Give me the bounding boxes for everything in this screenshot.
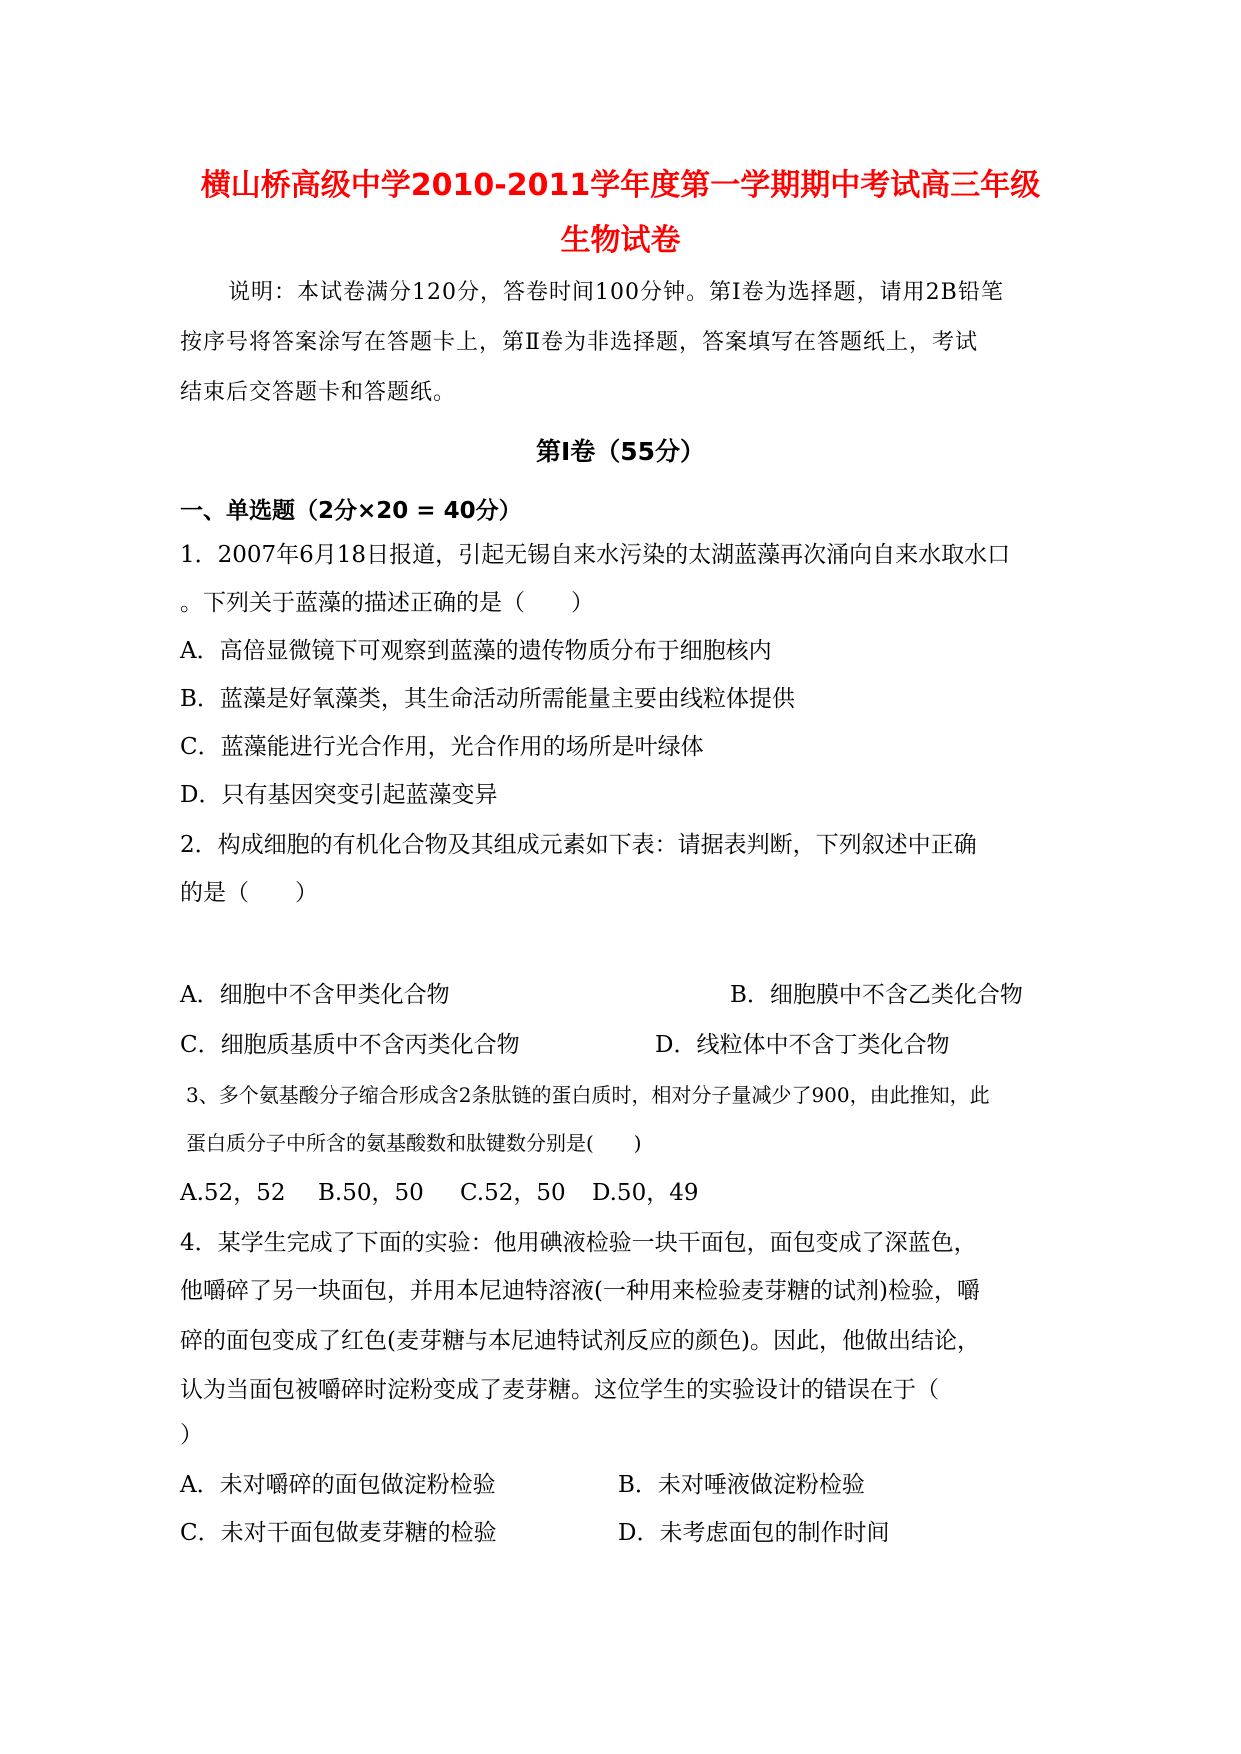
question-3-stem-line-1: 3、多个氨基酸分子缩合形成含2条肽链的蛋白质时，相对分子量减少了900，由此推知，此 bbox=[186, 1083, 990, 1107]
question-3-option-c: C.52，50 bbox=[460, 1180, 566, 1206]
question-4-stem-line-2: 他嚼碎了另一块面包，并用本尼迪特溶液(一种用来检验麦芽糖的试剂)检验，嚼 bbox=[180, 1278, 980, 1304]
question-4-option-a: A．未对嚼碎的面包做淀粉检验 bbox=[180, 1472, 496, 1498]
question-3-option-a: A.52，52 bbox=[180, 1180, 286, 1206]
instructions-line-1: 说明：本试卷满分120分，答卷时间100分钟。第Ⅰ卷为选择题，请用2B铅笔 bbox=[228, 280, 1004, 305]
question-1-stem-line-2: 。下列关于蓝藻的描述正确的是（ ） bbox=[180, 590, 594, 616]
question-4-option-d: D．未考虑面包的制作时间 bbox=[618, 1520, 890, 1546]
question-2-option-c: C．细胞质基质中不含丙类化合物 bbox=[180, 1032, 520, 1058]
exam-title: 横山桥高级中学2010-2011学年度第一学期期中考试高三年级 bbox=[200, 168, 1041, 203]
question-2-stem-line-1: 2．构成细胞的有机化合物及其组成元素如下表：请据表判断，下列叙述中正确 bbox=[180, 832, 977, 858]
section-1-heading: 一、单选题（2分×20 = 40分） bbox=[180, 498, 522, 524]
question-4-stem-line-4: 认为当面包被嚼碎时淀粉变成了麦芽糖。这位学生的实验设计的错误在于（ bbox=[180, 1377, 939, 1403]
question-2-option-d: D．线粒体中不含丁类化合物 bbox=[655, 1032, 950, 1058]
question-4-stem-line-1: 4．某学生完成了下面的实验：他用碘液检验一块干面包，面包变成了深蓝色， bbox=[180, 1230, 977, 1256]
question-4-stem-line-5: ） bbox=[180, 1422, 203, 1448]
question-1-option-b: B．蓝藻是好氧藻类，其生命活动所需能量主要由线粒体提供 bbox=[180, 686, 795, 712]
question-2-option-b: B．细胞膜中不含乙类化合物 bbox=[730, 982, 1023, 1008]
instructions-line-2: 按序号将答案涂写在答题卡上，第Ⅱ卷为非选择题，答案填写在答题纸上，考试 bbox=[180, 330, 978, 355]
question-4-option-b: B．未对唾液做淀粉检验 bbox=[618, 1472, 865, 1498]
instructions-line-3: 结束后交答题卡和答题纸。 bbox=[180, 380, 457, 405]
exam-subject-title: 生物试卷 bbox=[560, 223, 681, 258]
question-1-option-a: A．高倍显微镜下可观察到蓝藻的遗传物质分布于细胞核内 bbox=[180, 638, 772, 664]
question-4-option-c: C．未对干面包做麦芽糖的检验 bbox=[180, 1520, 497, 1546]
question-3-option-b: B.50，50 bbox=[318, 1180, 424, 1206]
question-3-stem-line-2: 蛋白质分子中所含的氨基酸数和肽键数分别是( ) bbox=[186, 1131, 642, 1155]
question-1-option-d: D．只有基因突变引起蓝藻变异 bbox=[180, 782, 498, 808]
question-1-stem-line-1: 1．2007年6月18日报道，引起无锡自来水污染的太湖蓝藻再次涌向自来水取水口 bbox=[180, 542, 1011, 568]
question-3-option-d: D.50，49 bbox=[592, 1180, 699, 1206]
question-2-stem-line-2: 的是（ ） bbox=[180, 880, 318, 906]
part-1-heading: 第Ⅰ卷（55分） bbox=[535, 437, 706, 466]
question-1-option-c: C．蓝藻能进行光合作用，光合作用的场所是叶绿体 bbox=[180, 734, 704, 760]
question-4-stem-line-3: 碎的面包变成了红色(麦芽糖与本尼迪特试剂反应的颜色)。因此，他做出结论， bbox=[180, 1328, 980, 1354]
question-2-option-a: A．细胞中不含甲类化合物 bbox=[180, 982, 450, 1008]
